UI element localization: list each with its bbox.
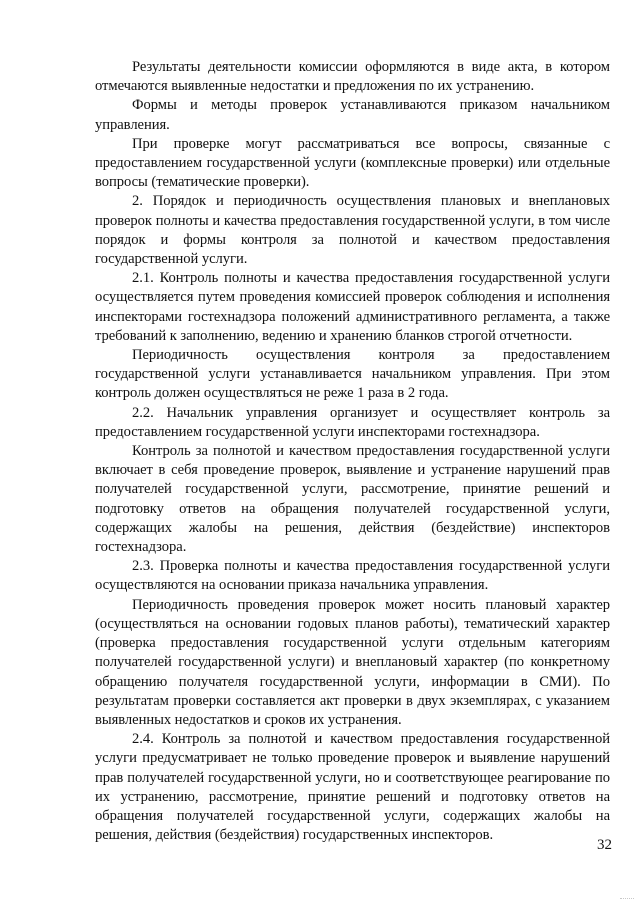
paragraph-control-frequency: Периодичность осуществления контроля за предоставлением государственной услуги устанавливается начальником управления. При этом контроль должен осуществляться не реже 1 раза в 2 года. [95,347,610,402]
paragraph-2-2: 2.2. Начальник управления организует и осуществляет контроль за предоставлением государственной услуги инспекторами гостехнадзора. [95,404,610,440]
section-2-heading: 2. Порядок и периодичность осуществления плановых и внеплановых проверок полноты и качества предоставления государственной услуги, в том числе порядок и формы контроля за полнотой и качеством предоставления государственной услуги. [95,193,610,268]
paragraph-2-4: 2.4. Контроль за полнотой и качеством предоставления государственной услуги предусматривает не только проведение проверок и выявление нарушений прав получателей государственной услуги, но и соответствующее реагирование по их устранению, рассмотрение, принятие решений и подготовку ответов на обращения получателей государственной услуги, содержащих жалобы на решения, действия (бездействия) государственных инспекторов. [95,731,610,844]
document-page [95,58,610,845]
paragraph-2-1: 2.1. Контроль полноты и качества предоставления государственной услуги осуществляется путем проведения комиссией проверок соблюдения и исполнения инспекторами гостехнадзора положений административного регламента, а также требований к заполнению, ведению и хранению бланков строгой отчетности. [95,270,610,344]
scan-edge-mark [620,898,634,899]
paragraph-2-3: 2.3. Проверка полноты и качества предоставления государственной услуги осуществляются на основании приказа начальника управления. [95,558,610,594]
page-number: 32 [597,837,612,853]
paragraph-forms-methods: Формы и методы проверок устанавливаются приказом начальником управления. [95,97,610,133]
paragraph-control-scope: Контроль за полнотой и качеством предоставления государственной услуги включает в себя проведение проверок, выявление и устранение нарушений прав получателей государственной услуги, рассмотрение, принятие решений и подготовку ответов на обращения получателей государственной услуги, содержащих жалобы на решения, действия (бездействие) инспекторов гостехнадзора. [95,443,610,556]
paragraph-inspection-frequency: Периодичность проведения проверок может носить плановый характер (осуществляться на основании годовых планов работы), тематический характер (проверка предоставления государственной услуги отдельным категориям получателей государственной услуги) и внеплановый характер (по конкретному обращению получателя государственной услуги, информации в СМИ). По результатам проверки составляется акт проверки в двух экземплярах, с указанием выявленных недостатков и сроков их устранения. [95,596,610,728]
paragraph-inspection-questions: При проверке могут рассматриваться все вопросы, связанные с предоставлением государственной услуги (комплексные проверки) или отдельные вопросы (тематические проверки). [95,135,610,191]
paragraph-results-act: Результаты деятельности комиссии оформляются в виде акта, в котором отмечаются выявленные недостатки и предложения по их устранению. [95,59,610,95]
